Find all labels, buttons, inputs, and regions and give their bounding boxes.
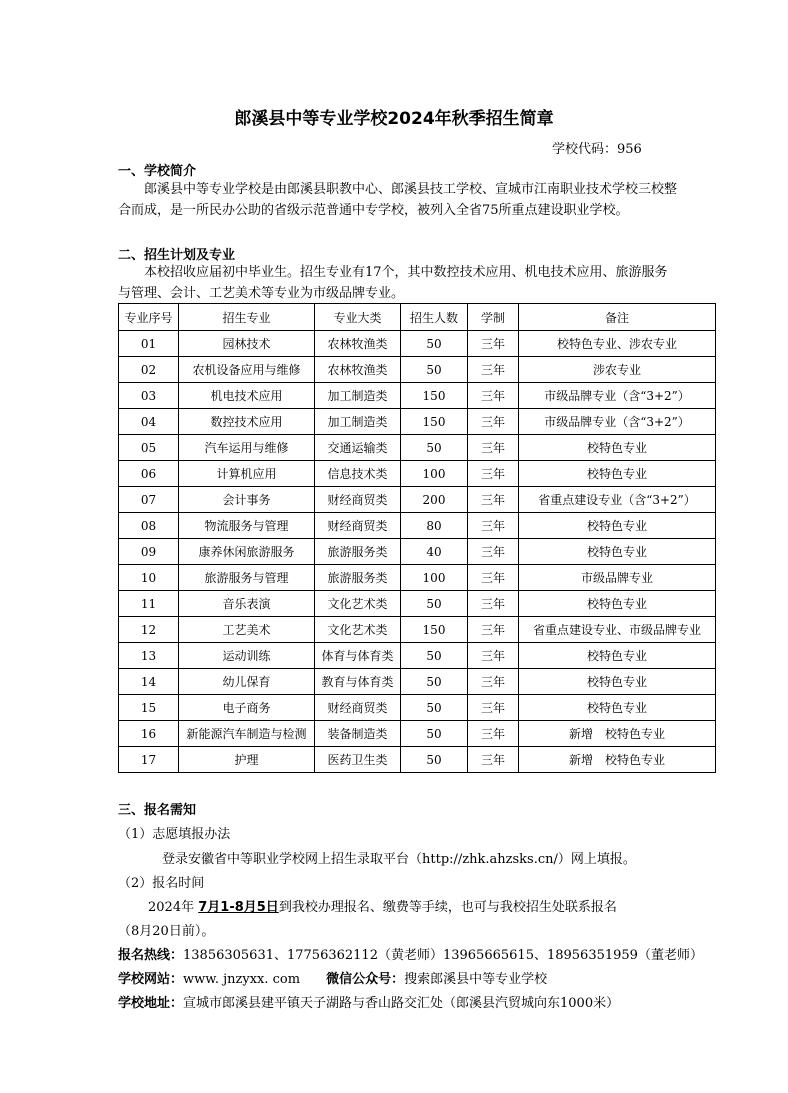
major-no-cell: 14 [119,669,179,695]
remark-cell: 新增 校特色专业 [519,747,716,773]
remark-cell: 省重点建设专业、市级品牌专业 [519,617,716,643]
table-row [119,617,716,643]
wechat-value: 搜索郎溪县中等专业学校 [404,972,548,987]
remark-cell: 校特色专业 [519,695,716,721]
duration-cell: 三年 [468,747,519,773]
table-row [119,435,716,461]
table-row [119,487,716,513]
document-title: 郎溪县中等专业学校2024年秋季招生简章 [234,109,554,129]
table-header-row [119,304,716,331]
category-cell: 文化艺术类 [315,617,401,643]
hotline-label: 报名热线： [118,948,184,963]
quota-cell: 150 [401,409,468,435]
major-no-cell: 02 [119,357,179,383]
remark-cell: 校特色专业 [519,435,716,461]
category-cell: 文化艺术类 [315,591,401,617]
quota-cell: 50 [401,695,468,721]
duration-cell: 三年 [468,409,519,435]
section-body-plan [118,262,678,304]
remark-cell: 校特色专业 [519,539,716,565]
major-name-cell: 园林技术 [179,331,315,357]
table-row [119,409,716,435]
category-cell: 加工制造类 [315,383,401,409]
section-body-intro [118,179,678,221]
quota-cell: 200 [401,487,468,513]
header-cell: 招生人数 [401,304,468,331]
table-row [119,357,716,383]
table-row [119,721,716,747]
major-name-cell: 运动训练 [179,643,315,669]
remark-cell: 校特色专业 [519,669,716,695]
quota-cell: 50 [401,331,468,357]
duration-cell: 三年 [468,669,519,695]
category-cell: 财经商贸类 [315,487,401,513]
header-cell: 备注 [519,304,716,331]
major-name-cell: 会计事务 [179,487,315,513]
major-name-cell: 电子商务 [179,695,315,721]
header-cell: 招生专业 [179,304,315,331]
remark-cell: 校特色专业 [519,591,716,617]
remark-cell: 校特色专业、涉农专业 [519,331,716,357]
major-no-cell: 17 [119,747,179,773]
major-no-cell: 12 [119,617,179,643]
quota-cell: 50 [401,435,468,461]
major-name-cell: 计算机应用 [179,461,315,487]
major-no-cell: 10 [119,565,179,591]
enrollment-table [118,303,716,773]
remark-cell: 市级品牌专业 [519,565,716,591]
category-cell: 农林牧渔类 [315,357,401,383]
major-name-cell: 工艺美术 [179,617,315,643]
major-no-cell: 08 [119,513,179,539]
major-name-cell: 机电技术应用 [179,383,315,409]
quota-cell: 50 [401,357,468,383]
category-cell: 体育与体育类 [315,643,401,669]
table-row [119,383,716,409]
address-value: 宣城市郎溪县建平镇天子湖路与香山路交汇处（郎溪县汽贸城向东1000米） [183,996,620,1011]
category-cell: 信息技术类 [315,461,401,487]
duration-cell: 三年 [468,617,519,643]
duration-cell: 三年 [468,383,519,409]
school-code: 学校代码：956 [552,142,642,157]
major-name-cell: 音乐表演 [179,591,315,617]
major-name-cell: 汽车运用与维修 [179,435,315,461]
major-name-cell: 幼儿保育 [179,669,315,695]
table-body [119,331,716,773]
duration-cell: 三年 [468,591,519,617]
major-no-cell: 11 [119,591,179,617]
major-no-cell: 05 [119,435,179,461]
remark-cell: 市级品牌专业（含“3+2”） [519,383,716,409]
wechat-label: 微信公众号： [326,972,405,987]
quota-cell: 50 [401,591,468,617]
duration-cell: 三年 [468,461,519,487]
quota-cell: 50 [401,669,468,695]
duration-cell: 三年 [468,695,519,721]
category-cell: 财经商贸类 [315,513,401,539]
quota-cell: 50 [401,747,468,773]
website-label: 学校网站： [118,972,184,987]
category-cell: 加工制造类 [315,409,401,435]
category-cell: 农林牧渔类 [315,331,401,357]
quota-cell: 50 [401,721,468,747]
duration-cell: 三年 [468,513,519,539]
category-cell: 交通运输类 [315,435,401,461]
table-row [119,565,716,591]
address-label: 学校地址： [118,996,184,1011]
major-name-cell: 康养休闲旅游服务 [179,539,315,565]
duration-cell: 三年 [468,721,519,747]
notice-item2-title: （2）报名时间 [118,876,205,891]
major-name-cell: 农机设备应用与维修 [179,357,315,383]
notice-item2-body [148,896,617,915]
website-line [118,968,547,987]
major-no-cell: 13 [119,643,179,669]
quota-cell: 80 [401,513,468,539]
quota-cell: 100 [401,461,468,487]
website-value: www. jnzyxx. com [183,972,301,987]
major-name-cell: 物流服务与管理 [179,513,315,539]
major-no-cell: 07 [119,487,179,513]
category-cell: 医药卫生类 [315,747,401,773]
duration-cell: 三年 [468,565,519,591]
duration-cell: 三年 [468,539,519,565]
major-no-cell: 15 [119,695,179,721]
major-no-cell: 16 [119,721,179,747]
address-line [118,992,619,1011]
registration-dates: 7月1-8月5日 [198,900,279,915]
table-row [119,513,716,539]
section-heading-plan: 二、招生计划及专业 [118,248,236,263]
duration-cell: 三年 [468,357,519,383]
major-name-cell: 护理 [179,747,315,773]
major-name-cell: 旅游服务与管理 [179,565,315,591]
duration-cell: 三年 [468,435,519,461]
duration-cell: 三年 [468,331,519,357]
notice-item1-title: （1）志愿填报办法 [118,827,231,842]
hotline-value: 13856305631、17756362112（黄老师）13965665615、18956351959（董老师） [183,948,703,963]
hotline-line [118,944,703,963]
major-no-cell: 01 [119,331,179,357]
major-no-cell: 04 [119,409,179,435]
remark-cell: 涉农专业 [519,357,716,383]
remark-cell: 校特色专业 [519,461,716,487]
quota-cell: 100 [401,565,468,591]
remark-cell: 新增 校特色专业 [519,721,716,747]
table-row [119,669,716,695]
category-cell: 教育与体育类 [315,669,401,695]
remark-cell: 校特色专业 [519,643,716,669]
remark-cell: 校特色专业 [519,513,716,539]
table-row [119,695,716,721]
header-cell: 学制 [468,304,519,331]
category-cell: 旅游服务类 [315,565,401,591]
quota-cell: 50 [401,643,468,669]
table-row [119,539,716,565]
category-cell: 旅游服务类 [315,539,401,565]
remark-cell: 市级品牌专业（含“3+2”） [519,409,716,435]
table-row [119,747,716,773]
year-text: 2024年 [148,900,195,915]
category-cell: 财经商贸类 [315,695,401,721]
registration-text: 到我校办理报名、缴费等手续，也可与我校招生处联系报名 [278,900,617,915]
plan-text: 本校招收应届初中毕业生。招生专业有17个，其中数控技术应用、机电技术应用、旅游服务与管理、会计、工艺美术等专业为市级品牌专业。 [118,265,668,301]
major-no-cell: 06 [119,461,179,487]
notice-item1-body: 登录安徽省中等职业学校网上招生录取平台（http://zhk.ahzsks.cn/）网上填报。 [162,852,636,867]
header-cell: 专业大类 [315,304,401,331]
duration-cell: 三年 [468,487,519,513]
table-row [119,591,716,617]
intro-text: 郎溪县中等专业学校是由郎溪县职教中心、郎溪县技工学校、宣城市江南职业技术学校三校整合而成，是一所民办公助的省级示范普通中专学校，被列入全省75所重点建设职业学校。 [118,182,678,218]
major-name-cell: 数控技术应用 [179,409,315,435]
section-heading-intro: 一、学校简介 [118,164,197,179]
table-row [119,643,716,669]
notice-item2-cont: （8月20日前）。 [118,924,215,939]
table-row [119,331,716,357]
section-heading-notice: 三、报名需知 [118,803,197,818]
category-cell: 装备制造类 [315,721,401,747]
remark-cell: 省重点建设专业（含“3+2”） [519,487,716,513]
quota-cell: 150 [401,617,468,643]
major-name-cell: 新能源汽车制造与检测 [179,721,315,747]
major-no-cell: 03 [119,383,179,409]
header-cell: 专业序号 [119,304,179,331]
quota-cell: 40 [401,539,468,565]
quota-cell: 150 [401,383,468,409]
table-row [119,461,716,487]
major-no-cell: 09 [119,539,179,565]
duration-cell: 三年 [468,643,519,669]
